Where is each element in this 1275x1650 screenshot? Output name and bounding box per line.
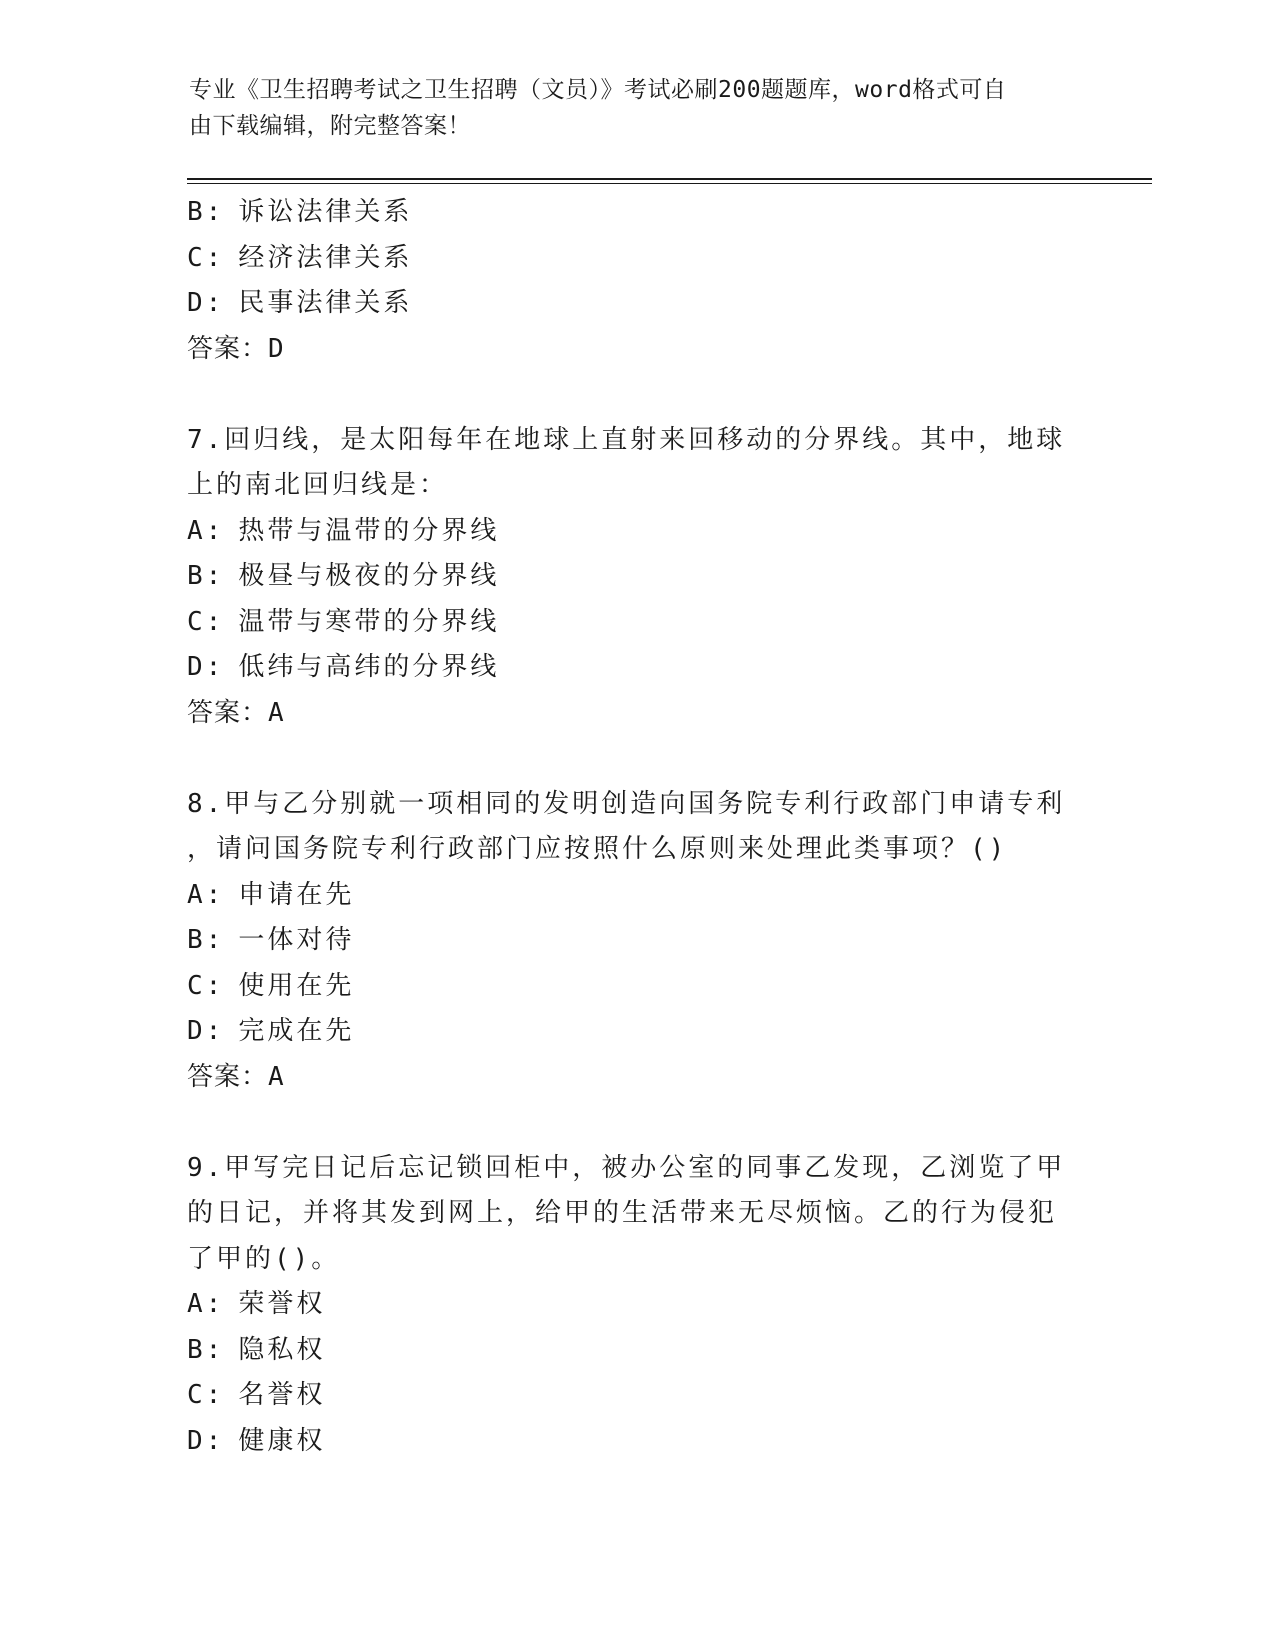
option-c	[187, 1373, 1067, 1419]
question-stem: 了甲的()。	[187, 1243, 341, 1274]
option-letter: A:	[187, 515, 225, 546]
option-b	[187, 190, 1067, 236]
question-9	[187, 1146, 1067, 1465]
question-stem: 的日记，并将其发到网上，给甲的生活带来无尽烦恼。乙的行为侵犯	[187, 1198, 1058, 1228]
question-stem: 8.甲与乙分别就一项相同的发明创造向国务院专利行政部门申请专利	[187, 788, 1066, 819]
option-a	[187, 873, 1067, 919]
question-7	[187, 418, 1067, 737]
option-text: 诉讼法律关系	[238, 197, 413, 227]
option-letter: A:	[187, 879, 225, 910]
option-letter: D:	[187, 1425, 225, 1456]
option-a	[187, 509, 1067, 555]
option-c	[187, 236, 1067, 282]
question-stem: ，请问国务院专利行政部门应按照什么原则来处理此类事项？()	[187, 834, 1008, 864]
option-text: 经济法律关系	[238, 242, 413, 273]
question-stem: 7.回归线，是太阳每年在地球上直射来回移动的分界线。其中，地球	[187, 424, 1066, 455]
option-text: 民事法律关系	[238, 288, 413, 318]
answer: 答案：D	[187, 333, 285, 364]
option-text: 隐私权	[238, 1334, 326, 1365]
option-text: 健康权	[238, 1425, 326, 1456]
option-letter: D:	[187, 288, 225, 318]
option-c	[187, 964, 1067, 1010]
header-line-1: 专业《卫生招聘考试之卫生招聘（文员）》考试必刷200题题库，word格式可自	[189, 77, 1007, 103]
header-line-2: 由下载编辑，附完整答案！	[189, 113, 471, 139]
option-letter: C:	[187, 970, 225, 1001]
header-divider	[187, 178, 1152, 180]
option-letter: A:	[187, 1289, 225, 1319]
option-text: 申请在先	[238, 879, 355, 910]
option-b	[187, 918, 1067, 964]
option-b	[187, 554, 1067, 600]
option-text: 荣誉权	[238, 1289, 326, 1319]
question-list	[187, 190, 1067, 1464]
question-8	[187, 782, 1067, 1101]
option-letter: B:	[187, 1334, 225, 1365]
option-d	[187, 1419, 1067, 1465]
option-text: 热带与温带的分界线	[238, 515, 500, 546]
option-text: 低纬与高纬的分界线	[238, 652, 500, 682]
option-letter: D:	[187, 1016, 225, 1046]
option-d	[187, 645, 1067, 691]
answer: 答案：A	[187, 697, 285, 728]
option-letter: C:	[187, 606, 225, 637]
question-stem: 上的南北回归线是：	[187, 470, 449, 500]
question-stem: 9.甲写完日记后忘记锁回柜中，被办公室的同事乙发现，乙浏览了甲	[187, 1152, 1066, 1183]
option-letter: C:	[187, 1380, 225, 1410]
option-text: 使用在先	[238, 970, 355, 1001]
header-divider-thin	[187, 183, 1152, 184]
option-text: 一体对待	[238, 925, 355, 955]
option-d	[187, 1009, 1067, 1055]
option-d	[187, 281, 1067, 327]
option-text: 完成在先	[238, 1016, 355, 1046]
question-6	[187, 190, 1067, 372]
option-letter: B:	[187, 561, 225, 591]
answer: 答案：A	[187, 1061, 285, 1092]
option-letter: C:	[187, 242, 225, 273]
option-a	[187, 1282, 1067, 1328]
option-text: 极昼与极夜的分界线	[238, 561, 500, 591]
option-text: 名誉权	[238, 1380, 326, 1410]
option-letter: B:	[187, 925, 225, 955]
option-text: 温带与寒带的分界线	[238, 606, 500, 637]
option-letter: D:	[187, 652, 225, 682]
document-header	[189, 72, 1069, 144]
option-c	[187, 600, 1067, 646]
option-letter: B:	[187, 197, 225, 227]
option-b	[187, 1328, 1067, 1374]
